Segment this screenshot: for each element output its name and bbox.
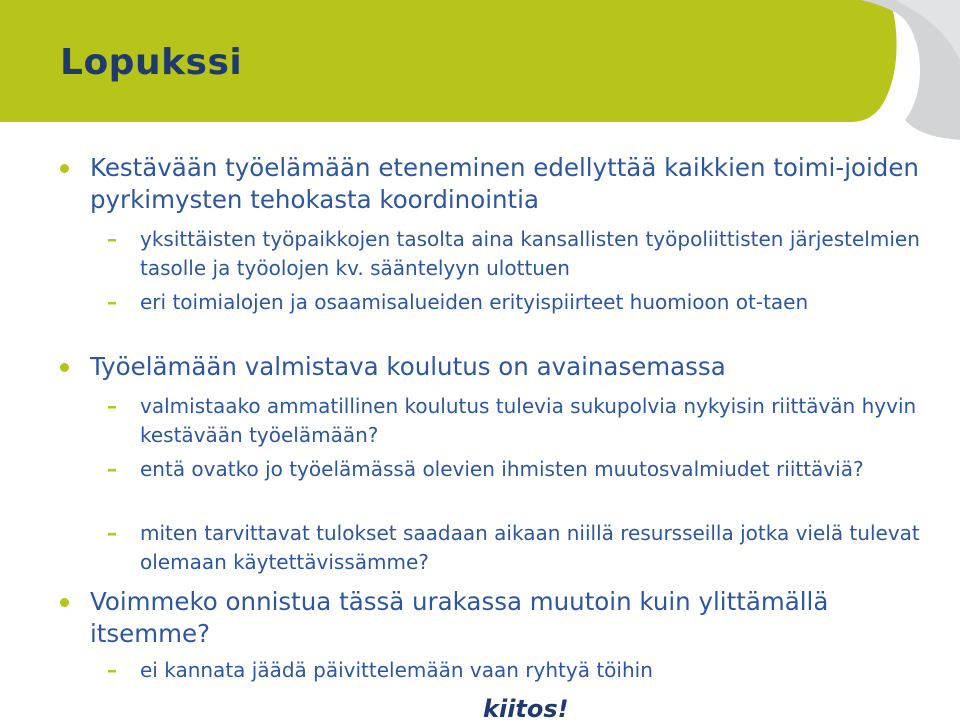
bullet-dot-icon — [60, 598, 69, 607]
sub-bullet-item — [107, 455, 940, 484]
dash-icon: – — [107, 227, 117, 251]
bullet-item — [90, 351, 940, 383]
sub-bullet-item — [107, 519, 940, 577]
sub-bullet-text: valmistaako ammatillinen koulutus tulevia sukupolvia nykyisin riittävän hyvin kestävään työelämään? — [140, 394, 917, 447]
bullet-text: Työelämään valmistava koulutus on avainasemassa — [90, 352, 726, 381]
bullet-dot-icon — [60, 363, 69, 372]
bullet-item — [90, 586, 940, 650]
slide-title: Lopukssi — [60, 42, 243, 83]
sub-bullet-text: eri toimialojen ja osaamisalueiden erityispiirteet huomioon ot-taen — [140, 290, 809, 314]
sub-bullet-text: ei kannata jäädä päivittelemään vaan ryhtyä töihin — [140, 658, 653, 682]
sub-bullet-text: miten tarvittavat tulokset saadaan aikaan niillä resursseilla jotka vielä tulevat olemaan käytettävissämme? — [140, 521, 920, 574]
dash-icon: – — [107, 290, 117, 314]
sub-bullet-item — [107, 225, 940, 283]
dash-icon: – — [107, 457, 117, 481]
dash-icon: – — [107, 394, 117, 418]
sub-bullet-text: yksittäisten työpaikkojen tasolta aina kansallisten työpoliittisten järjestelmien tasolle ja työolojen kv. sääntelyyn ulottuen — [140, 227, 920, 280]
sub-bullet-item — [107, 656, 940, 685]
dash-icon: – — [107, 658, 117, 682]
bullet-dot-icon — [60, 164, 69, 173]
sub-bullet-text: entä ovatko jo työelämässä olevien ihmisten muutosvalmiudet riittäviä? — [140, 457, 864, 481]
bullet-text: Voimmeko onnistua tässä urakassa muutoin kuin ylittämällä itsemme? — [90, 587, 829, 648]
closing-thanks: kiitos! — [483, 695, 569, 723]
dash-icon: – — [107, 521, 117, 545]
bullet-item — [90, 152, 940, 216]
sub-bullet-item — [107, 288, 940, 317]
sub-bullet-item — [107, 392, 940, 450]
bullet-text: Kestävään työelämään eteneminen edellyttää kaikkien toimi-joiden pyrkimysten tehokasta koordinointia — [90, 153, 919, 214]
